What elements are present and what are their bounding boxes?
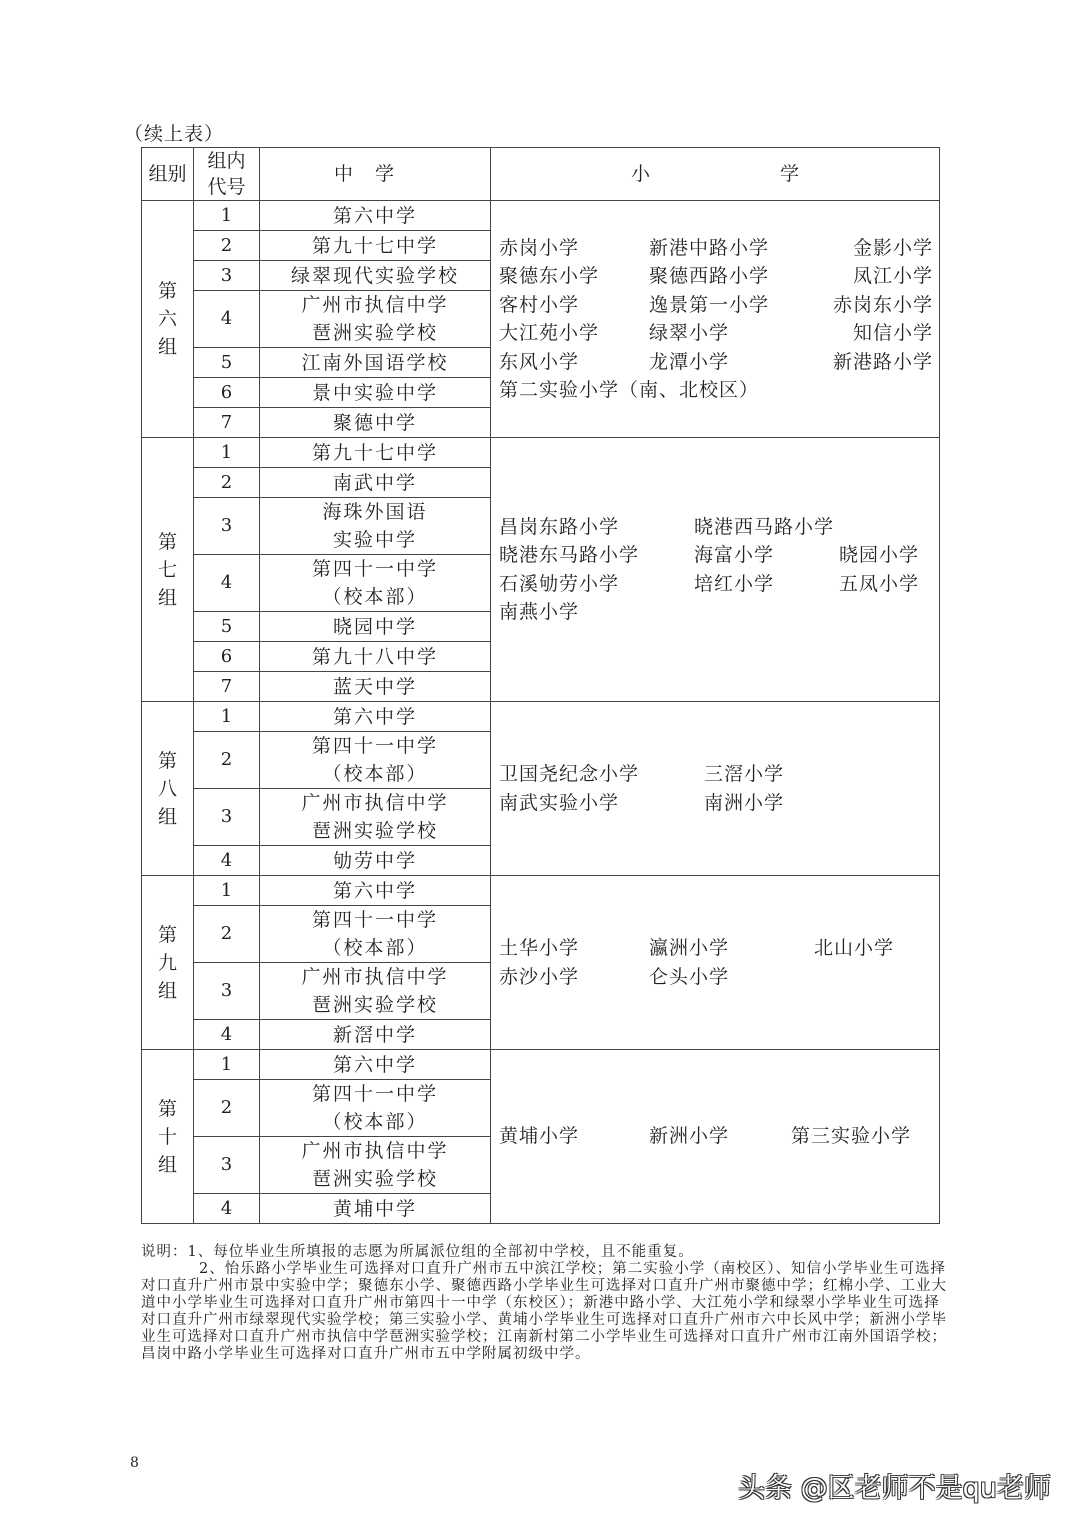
primary-school: 绿翠小学 bbox=[649, 322, 730, 344]
primary-school-row bbox=[499, 376, 939, 405]
middle-school bbox=[260, 1194, 491, 1224]
primary-school: 晓港西马路小学 bbox=[694, 515, 835, 538]
middle-school-line: 江南外国语学校 bbox=[301, 351, 449, 374]
middle-school bbox=[260, 906, 491, 963]
middle-school-line: 琶洲实验学校 bbox=[311, 994, 438, 1016]
group-name bbox=[142, 876, 194, 1050]
primary-school: 赤岗东小学 bbox=[832, 293, 933, 316]
primary-schools bbox=[491, 201, 940, 438]
group-code: 2 bbox=[194, 468, 260, 498]
table-row bbox=[142, 438, 940, 468]
group-code: 5 bbox=[194, 348, 260, 378]
group-code: 5 bbox=[194, 612, 260, 642]
primary-school-row bbox=[499, 570, 939, 599]
middle-school-line: 第六中学 bbox=[332, 705, 417, 728]
group-name-char: 八 bbox=[157, 777, 177, 800]
group-code: 1 bbox=[194, 438, 260, 468]
group-code: 6 bbox=[194, 642, 260, 672]
middle-school-line: 广州市执信中学 bbox=[301, 966, 449, 988]
middle-school-line: 第四十一中学 bbox=[311, 558, 438, 580]
middle-school-line: 劬劳中学 bbox=[332, 849, 417, 872]
middle-school bbox=[260, 846, 491, 876]
middle-school-line: 黄埔中学 bbox=[332, 1197, 417, 1220]
primary-school: 凤江小学 bbox=[852, 265, 933, 287]
primary-school: 土华小学 bbox=[499, 937, 580, 959]
primary-school-row bbox=[499, 262, 939, 291]
middle-school bbox=[260, 1137, 491, 1194]
primary-school: 聚德西路小学 bbox=[649, 265, 770, 287]
primary-school: 卫国尧纪念小学 bbox=[499, 763, 640, 785]
primary-school: 逸景第一小学 bbox=[649, 293, 770, 316]
group-code: 3 bbox=[194, 261, 260, 291]
primary-school: 黄埔小学 bbox=[499, 1125, 580, 1148]
primary-school: 五凤小学 bbox=[839, 572, 920, 595]
primary-school-row bbox=[499, 598, 939, 627]
group-name-char: 组 bbox=[157, 979, 177, 1002]
group-name bbox=[142, 1050, 194, 1224]
middle-school-line: 新滘中学 bbox=[332, 1023, 417, 1046]
primary-school: 南洲小学 bbox=[704, 791, 785, 814]
group-name bbox=[142, 201, 194, 438]
primary-school: 晓园小学 bbox=[839, 544, 920, 566]
group-code: 3 bbox=[194, 498, 260, 555]
middle-school bbox=[260, 1050, 491, 1080]
table-row bbox=[142, 201, 940, 231]
middle-school-line: 第九十七中学 bbox=[311, 441, 438, 464]
table-header-row bbox=[142, 148, 940, 201]
middle-school bbox=[260, 468, 491, 498]
middle-school-line: 第九十七中学 bbox=[311, 234, 438, 257]
group-code: 2 bbox=[194, 906, 260, 963]
middle-school-line: 琶洲实验学校 bbox=[311, 1168, 438, 1190]
primary-school: 新洲小学 bbox=[649, 1125, 730, 1148]
group-code: 4 bbox=[194, 291, 260, 348]
primary-school-row bbox=[499, 319, 939, 348]
note-2: 2、怡乐路小学毕业生可选择对口直升广州市五中滨江学校；第二实验小学（南校区）、知信小学毕业生可选择对口直升广州市景中实验中学；聚德东小学、聚德西路小学毕业生可选择对口直升广州市聚德中学；红棉小学、工业大道中小学毕业生可选择对口直升广州市第四十一中学（东校区）；新港中路小学、大江苑小学和绿翠小学毕业生可选择对口直升广州市绿翠现代实验学校；第三实验小学、黄埔小学毕业生可选择对口直升广州市六中长风中学；新洲小学毕业生可选择对口直升广州市执信中学琶洲实验学校；江南新村第二小学毕业生可选择对口直升广州市江南外国语学校；昌岗中路小学毕业生可选择对口直升广州市五中学附属初级中学。 bbox=[141, 1261, 947, 1362]
school-group-table bbox=[141, 147, 940, 1224]
middle-school-line: 琶洲实验学校 bbox=[311, 820, 438, 842]
middle-school-line: 第六中学 bbox=[332, 879, 417, 902]
middle-school-line: 第六中学 bbox=[332, 1053, 417, 1076]
middle-school bbox=[260, 732, 491, 789]
primary-school: 培红小学 bbox=[694, 572, 775, 595]
header-middle bbox=[260, 148, 491, 201]
middle-school bbox=[260, 876, 491, 906]
middle-school-line: （校本部） bbox=[322, 586, 428, 608]
group-name bbox=[142, 702, 194, 876]
header-primary-text: 小学 bbox=[630, 163, 929, 185]
group-code: 3 bbox=[194, 963, 260, 1020]
middle-school-line: 琶洲实验学校 bbox=[311, 322, 438, 344]
middle-school-line: 第四十一中学 bbox=[311, 1083, 438, 1105]
middle-school bbox=[260, 261, 491, 291]
primary-schools bbox=[491, 1050, 940, 1224]
primary-school: 东风小学 bbox=[499, 350, 580, 373]
watermark: 头条 @区老师不是qu老师 bbox=[738, 1473, 1051, 1504]
primary-school: 南武实验小学 bbox=[499, 791, 620, 814]
header-primary bbox=[491, 148, 940, 201]
primary-school: 晓港东马路小学 bbox=[499, 544, 640, 566]
middle-school-line: 聚德中学 bbox=[332, 411, 417, 434]
primary-school: 北山小学 bbox=[814, 937, 895, 959]
notes bbox=[141, 1244, 953, 1363]
group-code: 7 bbox=[194, 408, 260, 438]
primary-school: 瀛洲小学 bbox=[649, 937, 730, 959]
middle-school-line: 第九十八中学 bbox=[311, 645, 438, 668]
header-code-line2: 代号 bbox=[207, 176, 246, 198]
middle-school bbox=[260, 555, 491, 612]
primary-school-row bbox=[499, 291, 939, 320]
middle-school bbox=[260, 201, 491, 231]
table-row bbox=[142, 1050, 940, 1080]
primary-school-row bbox=[499, 513, 939, 542]
middle-school bbox=[260, 789, 491, 846]
middle-school-line: 第四十一中学 bbox=[311, 735, 438, 757]
group-name-char: 十 bbox=[157, 1125, 177, 1148]
primary-school: 聚德东小学 bbox=[499, 265, 600, 287]
primary-school: 海富小学 bbox=[694, 544, 775, 566]
group-name-char: 组 bbox=[157, 336, 177, 358]
middle-school-line: （校本部） bbox=[322, 1111, 428, 1133]
middle-school-line: 广州市执信中学 bbox=[301, 792, 449, 814]
primary-schools bbox=[491, 438, 940, 702]
middle-school bbox=[260, 1080, 491, 1137]
primary-school: 第二实验小学（南、北校区） bbox=[499, 379, 760, 401]
primary-school: 新港中路小学 bbox=[649, 236, 770, 259]
group-code: 2 bbox=[194, 231, 260, 261]
group-name bbox=[142, 438, 194, 702]
group-code: 3 bbox=[194, 1137, 260, 1194]
primary-school: 知信小学 bbox=[852, 322, 933, 344]
primary-school: 南燕小学 bbox=[499, 601, 580, 623]
group-name-char: 组 bbox=[157, 805, 177, 828]
group-name-char: 六 bbox=[157, 308, 177, 330]
middle-school-line: 南武中学 bbox=[332, 471, 417, 494]
primary-school-row bbox=[499, 934, 939, 963]
note-1: 说明：1、每位毕业生所填报的志愿为所属派位组的全部初中学校，且不能重复。 bbox=[141, 1244, 694, 1260]
group-code: 6 bbox=[194, 378, 260, 408]
middle-school-line: （校本部） bbox=[322, 937, 428, 959]
primary-school: 金影小学 bbox=[852, 236, 933, 259]
group-name-char: 第 bbox=[157, 530, 177, 553]
middle-school-line: 广州市执信中学 bbox=[301, 1140, 449, 1162]
primary-school: 新港路小学 bbox=[832, 350, 933, 373]
primary-school: 赤沙小学 bbox=[499, 965, 580, 988]
primary-schools bbox=[491, 702, 940, 876]
middle-school-line: 晓园中学 bbox=[332, 615, 417, 638]
group-code: 4 bbox=[194, 846, 260, 876]
group-name-char: 第 bbox=[157, 923, 177, 946]
middle-school bbox=[260, 498, 491, 555]
group-name-char: 九 bbox=[157, 951, 177, 974]
middle-school-line: 广州市执信中学 bbox=[301, 294, 449, 316]
group-code: 4 bbox=[194, 555, 260, 612]
primary-school-row bbox=[499, 760, 939, 789]
middle-school bbox=[260, 348, 491, 378]
middle-school bbox=[260, 408, 491, 438]
group-code: 7 bbox=[194, 672, 260, 702]
group-name-char: 第 bbox=[157, 749, 177, 772]
header-middle-text: 中学 bbox=[333, 163, 416, 185]
group-code: 4 bbox=[194, 1020, 260, 1050]
middle-school-line: 实验中学 bbox=[332, 529, 417, 551]
primary-school-row bbox=[499, 963, 939, 992]
group-name-char: 第 bbox=[157, 1097, 177, 1120]
group-code: 1 bbox=[194, 201, 260, 231]
middle-school bbox=[260, 1020, 491, 1050]
primary-school: 石溪劬劳小学 bbox=[499, 572, 620, 595]
primary-school-row bbox=[499, 234, 939, 263]
middle-school bbox=[260, 291, 491, 348]
middle-school bbox=[260, 963, 491, 1020]
primary-school: 仑头小学 bbox=[649, 965, 730, 988]
middle-school-line: 第四十一中学 bbox=[311, 909, 438, 931]
middle-school bbox=[260, 378, 491, 408]
middle-school bbox=[260, 702, 491, 732]
middle-school bbox=[260, 438, 491, 468]
group-code: 1 bbox=[194, 876, 260, 906]
middle-school-line: 蓝天中学 bbox=[332, 675, 417, 698]
header-code-line1: 组内 bbox=[207, 150, 246, 172]
middle-school-line: （校本部） bbox=[322, 763, 428, 785]
table-row bbox=[142, 876, 940, 906]
middle-school-line: 第六中学 bbox=[332, 204, 417, 227]
primary-school: 龙潭小学 bbox=[649, 350, 730, 373]
group-name-char: 组 bbox=[157, 586, 177, 609]
middle-school bbox=[260, 612, 491, 642]
group-name-char: 七 bbox=[157, 558, 177, 581]
middle-school bbox=[260, 672, 491, 702]
page-number: 8 bbox=[130, 1455, 139, 1471]
primary-schools bbox=[491, 876, 940, 1050]
middle-school-line: 景中实验中学 bbox=[311, 381, 438, 404]
middle-school-line: 绿翠现代实验学校 bbox=[290, 264, 459, 287]
primary-school: 客村小学 bbox=[499, 293, 580, 316]
primary-school: 第三实验小学 bbox=[791, 1125, 912, 1148]
group-code: 1 bbox=[194, 1050, 260, 1080]
primary-school-row bbox=[499, 789, 939, 818]
continuation-label: （续上表） bbox=[124, 123, 225, 145]
group-code: 2 bbox=[194, 732, 260, 789]
group-code: 3 bbox=[194, 789, 260, 846]
primary-school-row bbox=[499, 348, 939, 377]
primary-school-row bbox=[499, 541, 939, 570]
middle-school-line: 海珠外国语 bbox=[322, 501, 428, 523]
group-code: 2 bbox=[194, 1080, 260, 1137]
middle-school bbox=[260, 642, 491, 672]
middle-school bbox=[260, 231, 491, 261]
primary-school: 昌岗东路小学 bbox=[499, 515, 620, 538]
primary-school: 赤岗小学 bbox=[499, 236, 580, 259]
primary-school-row bbox=[499, 1122, 939, 1151]
header-group: 组别 bbox=[142, 148, 194, 201]
header-code bbox=[194, 148, 260, 201]
primary-school: 三滘小学 bbox=[704, 763, 785, 785]
primary-school: 大江苑小学 bbox=[499, 322, 600, 344]
table-row bbox=[142, 702, 940, 732]
group-code: 4 bbox=[194, 1194, 260, 1224]
group-name-char: 第 bbox=[157, 280, 177, 302]
group-name-char: 组 bbox=[157, 1153, 177, 1176]
group-code: 1 bbox=[194, 702, 260, 732]
